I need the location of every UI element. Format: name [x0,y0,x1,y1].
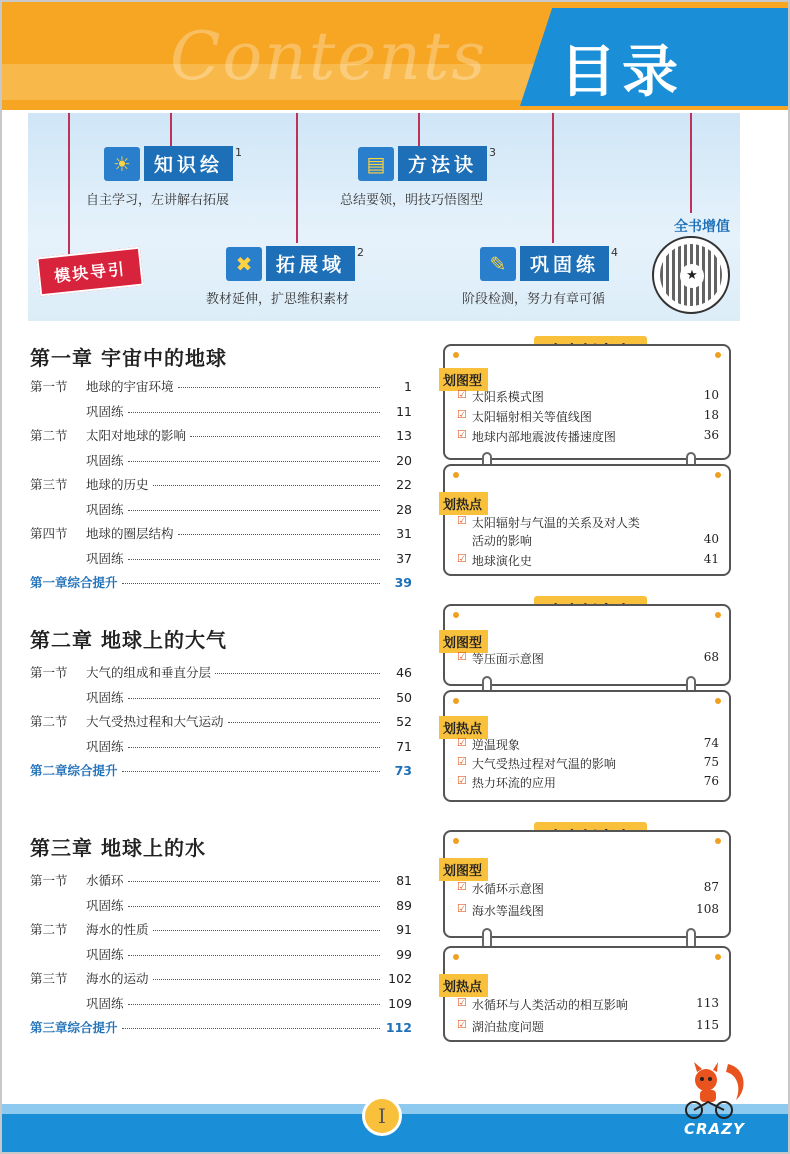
brand-logo: CRAZY [684,1120,745,1138]
chapter-toc [30,663,412,786]
section-number: 第三节 [30,477,68,492]
guide-line [690,113,692,213]
book-icon: ★ [680,264,704,288]
section-number: 第三节 [30,971,68,986]
writing-icon: ✎ [480,247,516,281]
page-ref: 109 [388,995,412,1011]
dot-leader [178,534,380,535]
figure-tag: 划图型 [439,368,488,391]
figure-tag: 划图型 [439,858,488,881]
page-ref: 37 [396,550,412,566]
hot-tag: 划热点 [439,716,488,739]
module-label: 巩固练 [520,246,609,281]
dot-leader [128,461,380,462]
section-name: 巩固练 [86,403,124,419]
section-name: 巩固练 [86,452,124,468]
check-icon: ☑ [457,514,467,527]
section-name: 巩固练 [86,897,124,913]
module-number: 1 [235,146,243,159]
toc-row[interactable] [30,524,412,549]
list-item[interactable]: ☑ 太阳系模式图 10 [457,388,719,404]
dot-leader [228,722,380,723]
module-guide-band [28,113,740,321]
list-item[interactable]: ☑ 地球演化史 41 [457,552,719,568]
check-icon: ☑ [457,736,467,749]
toc-row[interactable] [30,426,412,451]
page-ref: 39 [394,575,412,590]
figure-card [443,604,731,686]
section-name: 太阳对地球的影响 [86,428,187,443]
dot-leader [128,955,380,956]
dot-leader [190,436,380,437]
section-name: 大气的组成和垂直分层 [86,665,212,680]
module-guide-tag: 模块导引 [36,247,144,297]
toc-row[interactable] [30,969,412,994]
section-name: 地球的宇宙环境 [86,379,174,394]
figure-tag: 划图型 [439,630,488,653]
page-ref: 102 [388,971,412,986]
guide-line [170,113,172,147]
toc-row[interactable] [30,663,412,688]
toc-row[interactable] [30,377,412,402]
section-number: 第二节 [30,428,68,443]
toc-row[interactable] [30,500,412,525]
page-ref: 22 [396,477,412,492]
list-item[interactable]: ☑ 太阳辐射与气温的关系及对人类 [457,514,640,530]
list-item[interactable]: ☑ 海水等温线图 108 [457,902,719,918]
check-icon: ☑ [457,428,467,441]
module-number: 2 [357,246,365,259]
section-number: 第二节 [30,922,68,937]
hot-card [443,464,731,576]
section-name: 第三章综合提升 [30,1020,118,1035]
list-item[interactable]: ☑ 水循环示意图 87 [457,880,719,896]
chapter-title: 第一章 宇宙中的地球 [30,346,227,370]
hot-tag: 划热点 [439,492,488,515]
section-number: 第四节 [30,526,68,541]
list-item[interactable]: ☑ 水循环与人类活动的相互影响 113 [457,996,719,1012]
dot-leader [178,387,380,388]
list-item[interactable]: ☑ 等压面示意图 68 [457,650,719,666]
dot-leader [153,485,380,486]
book-screen-icon: ▤ [358,147,394,181]
figure-card [443,830,731,938]
list-item[interactable]: ☑ 太阳辐射相关等值线图 18 [457,408,719,424]
section-name: 第二章综合提升 [30,763,118,778]
dot-leader [122,1028,380,1029]
tools-icon: ✖ [226,247,262,281]
toc-summary-row[interactable] [30,573,412,598]
page-title: 目录 [560,40,684,105]
section-number: 第一节 [30,665,68,680]
dot-leader [153,930,380,931]
page-ref: 20 [396,452,412,468]
toc-row[interactable] [30,871,412,896]
dot-leader [215,673,380,674]
section-name: 海水的性质 [86,922,149,937]
check-icon: ☑ [457,408,467,421]
toc-row[interactable] [30,712,412,737]
module-label: 拓展域 [266,246,355,281]
toc-row[interactable] [30,402,412,427]
toc-row[interactable] [30,920,412,945]
page-ref: 46 [396,665,412,680]
check-icon: ☑ [457,388,467,401]
list-item[interactable]: ☑ 逆温现象 74 [457,736,719,752]
toc-row[interactable] [30,475,412,500]
page-ref: 112 [385,1020,412,1035]
page-ref: 81 [396,873,412,888]
page-ref: 99 [396,946,412,962]
page-ref: 13 [396,428,412,443]
dot-leader [128,510,380,511]
toc-row[interactable] [30,896,412,921]
section-name: 巩固练 [86,550,124,566]
module-label: 方法诀 [398,146,487,181]
qr-label: 全书增值 [674,219,730,235]
toc-row[interactable] [30,994,412,1019]
dot-leader [122,583,380,584]
page-ref: 71 [396,738,412,754]
module-label: 知识绘 [144,146,233,181]
section-name: 水循环 [86,873,124,888]
page-ref: 50 [396,689,412,705]
figure-card [443,344,731,460]
hot-tag: 划热点 [439,974,488,997]
toc-row[interactable] [30,737,412,762]
toc-row[interactable] [30,549,412,574]
section-name: 地球的历史 [86,477,149,492]
section-number: 第一节 [30,873,68,888]
module-number: 4 [611,246,619,259]
toc-row[interactable] [30,451,412,476]
dot-leader [128,412,380,413]
list-item[interactable]: ☑ 湖泊盐度问题 115 [457,1018,719,1034]
check-icon: ☑ [457,880,467,893]
section-name: 巩固练 [86,689,124,705]
section-name: 地球的圈层结构 [86,526,174,541]
module-desc: 自主学习，左讲解右拓展 [86,193,230,208]
list-item: 活动的影响 40 [471,532,719,548]
check-icon: ☑ [457,774,467,787]
section-name: 海水的运动 [86,971,149,986]
module-number: 3 [489,146,497,159]
dot-leader [128,906,380,907]
guide-line [296,113,298,243]
chapter-toc [30,871,412,1043]
dot-leader [128,559,380,560]
guide-line [68,113,70,263]
module-method [358,146,496,181]
chapter-title: 第三章 地球上的水 [30,836,206,860]
toc-row[interactable] [30,688,412,713]
hot-card [443,946,731,1042]
section-number: 第一节 [30,379,68,394]
page-ref: 1 [404,379,412,394]
module-extend [226,246,364,281]
check-icon: ☑ [457,755,467,768]
section-name: 大气受热过程和大气运动 [86,714,224,729]
dot-leader [128,698,380,699]
toc-row[interactable] [30,945,412,970]
list-item[interactable]: ☑ 热力环流的应用 76 [457,774,719,790]
section-name: 巩固练 [86,946,124,962]
toc-summary-row[interactable] [30,761,412,786]
check-icon: ☑ [457,1018,467,1031]
fox-mascot-icon [680,1060,750,1120]
check-icon: ☑ [457,650,467,663]
module-knowledge [104,146,242,181]
page-ref: 28 [396,501,412,517]
dot-leader [128,747,380,748]
section-name: 巩固练 [86,995,124,1011]
page-ref: 91 [396,922,412,937]
section-name: 巩固练 [86,501,124,517]
contents-watermark: Contents [170,18,488,95]
list-item[interactable]: ☑ 大气受热过程对气温的影响 75 [457,755,719,771]
section-name: 第一章综合提升 [30,575,118,590]
module-practice [480,246,618,281]
module-desc: 总结要领，明技巧悟图型 [340,193,484,208]
page-ref: 11 [396,403,412,419]
page-ref: 31 [396,526,412,541]
module-desc: 教材延伸，扩思维积素材 [206,292,350,307]
lightbulb-icon: ☀ [104,147,140,181]
page-number: I [362,1096,402,1136]
dot-leader [122,771,380,772]
chapter-toc [30,377,412,598]
qr-code[interactable] [652,236,730,314]
dot-leader [153,979,380,980]
list-item[interactable]: ☑ 地球内部地震波传播速度图 36 [457,428,719,444]
check-icon: ☑ [457,996,467,1009]
dot-leader [128,881,380,882]
dot-leader [128,1004,380,1005]
module-desc: 阶段检测，努力有章可循 [462,292,606,307]
page-ref: 89 [396,897,412,913]
chapter-title: 第二章 地球上的大气 [30,628,227,652]
page-ref: 52 [396,714,412,729]
hot-card [443,690,731,802]
guide-line [552,113,554,243]
toc-summary-row[interactable] [30,1018,412,1043]
check-icon: ☑ [457,902,467,915]
section-number: 第二节 [30,714,68,729]
guide-line [418,113,420,147]
section-name: 巩固练 [86,738,124,754]
check-icon: ☑ [457,552,467,565]
page-ref: 73 [394,763,412,778]
